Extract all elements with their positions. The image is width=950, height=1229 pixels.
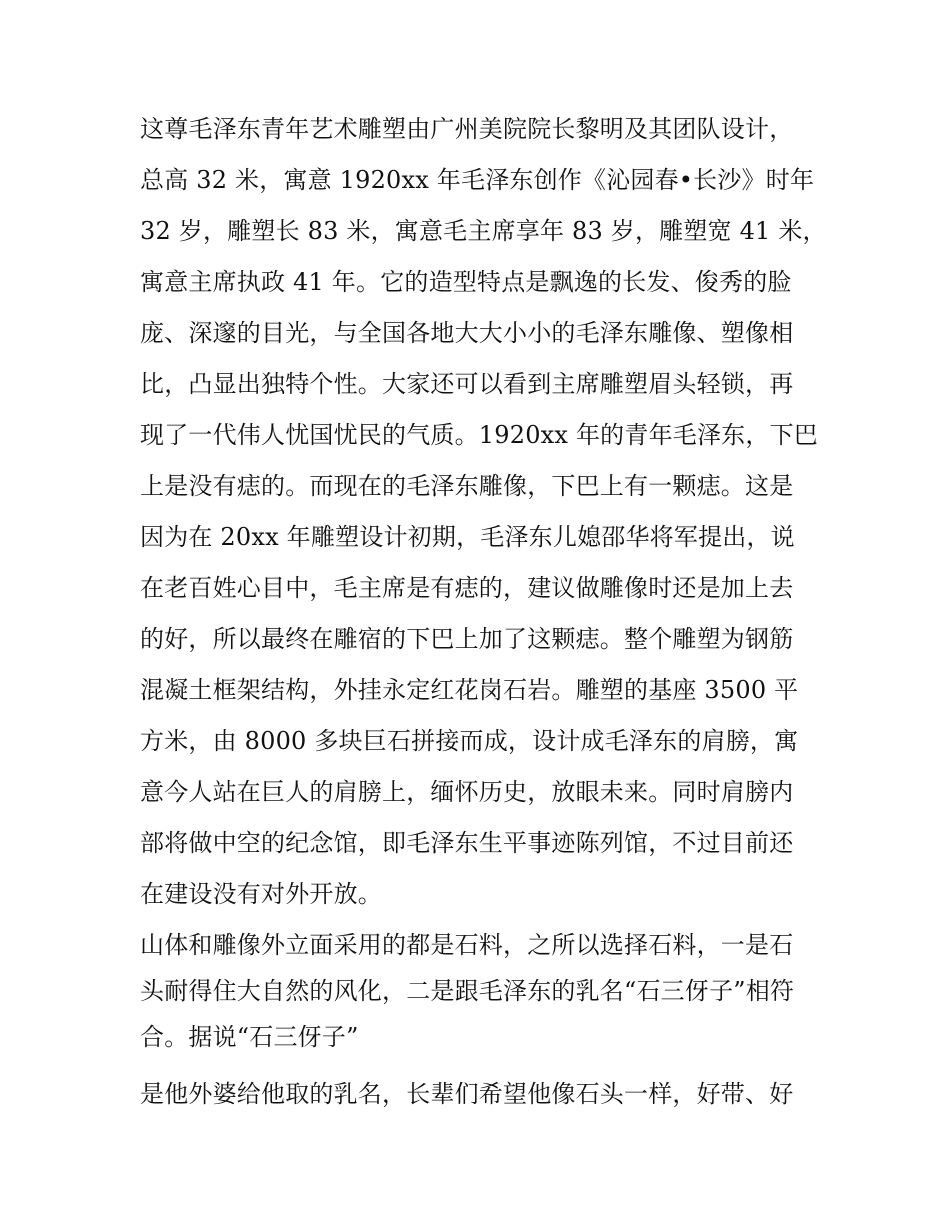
text-line: 这尊毛泽东青年艺术雕塑由广州美院院长黎明及其团队设计， [140,115,794,143]
text-line: 的好，所以最终在雕宿的下巴上加了这颗痣。整个雕塑为钢筋 [140,625,794,653]
text-line: 头耐得住大自然的风化，二是跟毛泽东的乳名“石三伢子”相符 [140,977,795,1005]
text-line: 山体和雕像外立面采用的都是石料，之所以选择石料，一是石 [140,931,794,959]
text-line: 寓意主席执政 41 年。它的造型特点是飘逸的长发、俊秀的脸 [140,268,792,296]
text-line: 庞、深邃的目光，与全国各地大大小小的毛泽东雕像、塑像相 [140,319,794,347]
text-line: 在老百姓心目中，毛主席是有痣的，建议做雕像时还是加上去 [140,574,794,602]
text-line: 现了一代伟人忧国忧民的气质。1920xx 年的青年毛泽东，下巴 [140,421,818,449]
text-line: 总高 32 米，寓意 1920xx 年毛泽东创作《沁园春•长沙》时年 [140,166,815,194]
text-line: 因为在 20xx 年雕塑设计初期，毛泽东儿媳邵华将军提出，说 [140,523,795,551]
text-line: 是他外婆给他取的乳名，长辈们希望他像石头一样，好带、好 [140,1080,794,1108]
text-line: 部将做中空的纪念馆，即毛泽东生平事迹陈列馆，不过目前还 [140,829,794,857]
text-line: 在建设没有对外开放。 [140,880,382,908]
text-line: 合。据说“石三伢子” [140,1023,359,1051]
text-line: 上是没有痣的。而现在的毛泽东雕像，下巴上有一颗痣。这是 [140,472,794,500]
text-line: 混凝土框架结构，外挂永定红花岗石岩。雕塑的基座 3500 平 [140,676,799,704]
text-line: 比，凸显出独特个性。大家还可以看到主席雕塑眉头轻锁，再 [140,370,794,398]
text-line: 32 岁，雕塑长 83 米，寓意毛主席享年 83 岁，雕塑宽 41 米， [140,217,827,245]
text-line: 意今人站在巨人的肩膀上，缅怀历史，放眼未来。同时肩膀内 [140,778,794,806]
text-line: 方米，由 8000 多块巨石拼接而成，设计成毛泽东的肩膀，寓 [140,727,799,755]
